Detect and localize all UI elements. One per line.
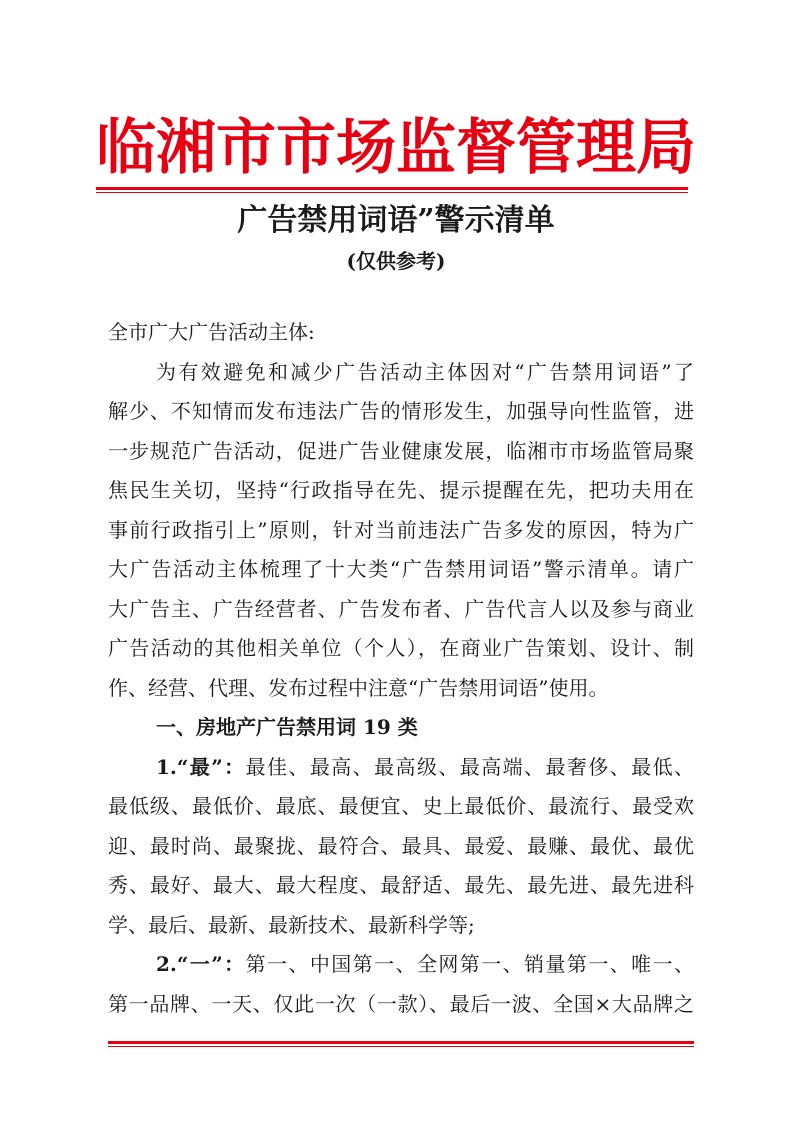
item-1-line: 学、最后、最新、最新技术、最新科学等; (108, 912, 475, 937)
item-2-first-line (108, 945, 694, 985)
intro-line: 大广告主、广告经营者、广告发布者、广告代言人以及参与商业 (108, 596, 694, 621)
item-1-first-line (108, 748, 694, 788)
item-2-label: 2.“一”： (156, 952, 246, 976)
footer-rule-thin (108, 1046, 694, 1047)
intro-line: 事前行政指引上”原则，针对当前违法广告多发的原因，特为广 (108, 517, 694, 542)
intro-line: 为有效避免和减少广告活动主体因对“广告禁用词语”了 (156, 359, 694, 384)
intro-line: 作、经营、代理、发布过程中注意“广告禁用词语”使用。 (108, 675, 609, 700)
section-heading: 一、房地产广告禁用词 19 类 (156, 715, 418, 739)
item-1-label: 1.“最”： (156, 754, 246, 779)
salutation: 全市广大广告活动主体: (108, 320, 315, 344)
item-1-text: 最佳、最高、最高级、最高端、最奢侈、最低、 (245, 754, 695, 779)
intro-line: 焦民生关切，坚持“行政指导在先、提示提醒在先，把功夫用在 (108, 478, 694, 502)
document-subtitle: (仅供参考) (346, 249, 446, 273)
document-body (108, 313, 694, 1024)
document-title: 广告禁用词语”警示清单 (237, 203, 555, 238)
intro-line: 大广告活动主体梳理了十大类“广告禁用词语”警示清单。请广 (108, 557, 694, 581)
header-rule-thick (96, 187, 688, 190)
footer-rule-thick (108, 1041, 694, 1044)
item-2-line: 第一品牌、一天、仅此一次（一款）、最后一波、全国×大品牌之 (108, 991, 694, 1016)
header-rule-thin (96, 192, 688, 193)
intro-line: 一步规范广告活动，促进广告业健康发展，临湘市市场监管局聚 (108, 438, 694, 463)
intro-line: 广告活动的其他相关单位（个人），在商业广告策划、设计、制 (108, 636, 694, 660)
item-2-text: 第一、中国第一、全网第一、销量第一、唯一、 (245, 952, 695, 976)
intro-line: 解少、不知情而发布违法广告的情形发生，加强导向性监管，进 (108, 399, 694, 423)
item-1-line: 迎、最时尚、最聚拢、最符合、最具、最爱、最赚、最优、最优 (108, 833, 694, 858)
item-1-line: 秀、最好、最大、最大程度、最舒适、最先、最先进、最先进科 (108, 873, 694, 897)
item-1-line: 最低级、最低价、最底、最便宜、史上最低价、最流行、最受欢 (108, 794, 694, 818)
agency-header-title: 临湘市市场监督管理局 (96, 113, 696, 183)
